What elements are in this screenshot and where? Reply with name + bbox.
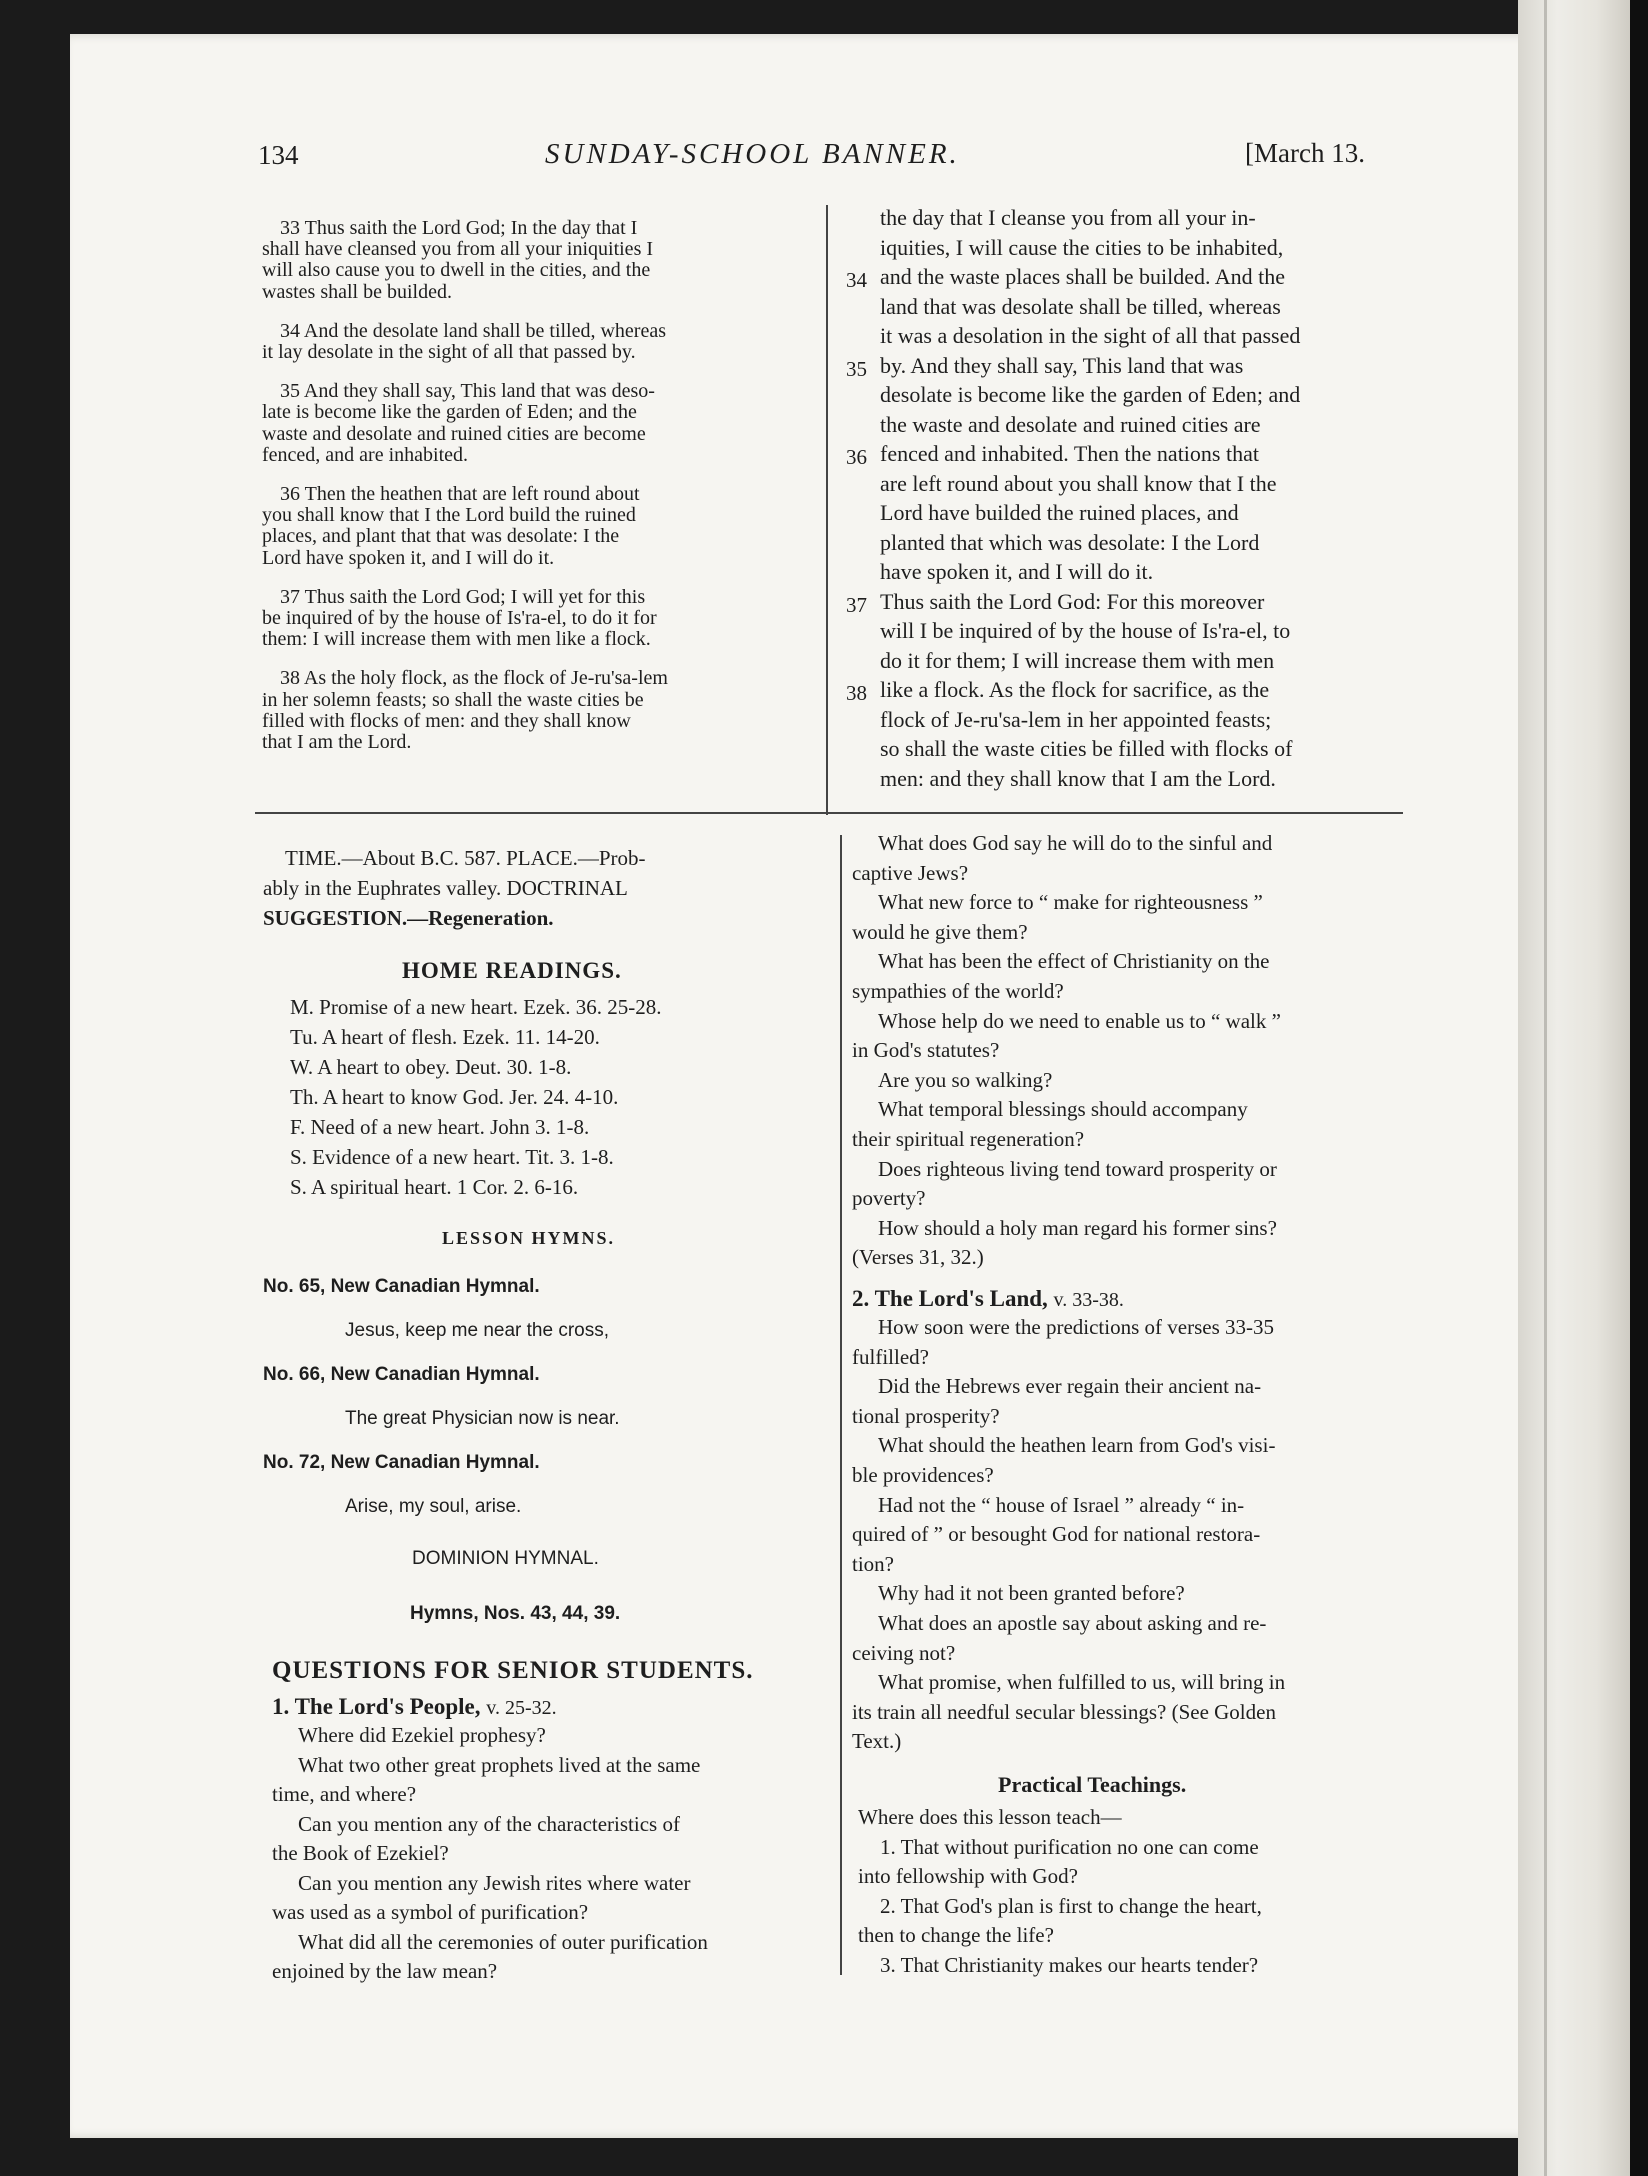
question-line: Where did Ezekiel prophesy? [298, 1723, 546, 1747]
question-line: How soon were the predictions of verses 33-35 [878, 1315, 1274, 1339]
teaching-line: 1. That without purification no one can come [880, 1834, 1259, 1859]
teaching-line: Where does this lesson teach— [858, 1805, 1122, 1829]
hymn-line: Jesus, keep me near the cross, [345, 1320, 610, 1341]
scripture-line: have spoken it, and I will do it. [880, 559, 1154, 584]
question-line: Can you mention any of the characteristics of [298, 1811, 680, 1836]
scripture-line: so shall the waste cities be filled with flocks of [880, 736, 1293, 761]
teaching-line: 3. That Christianity makes our hearts tender? [880, 1953, 1259, 1977]
reading-item: Th. A heart to know God. Jer. 24. 4-10. [290, 1085, 619, 1109]
question-line: their spiritual regeneration? [852, 1127, 1085, 1151]
issue-date: [March 13. [1245, 138, 1365, 168]
scripture-line: will also cause you to dwell in the cities, and the [262, 259, 651, 282]
question-line: What has been the effect of Christianity on the [878, 949, 1270, 974]
teaching-line: 2. That God's plan is first to change the heart, [880, 1893, 1262, 1918]
scripture-line: 36 Then the heathen that are left round about [280, 483, 640, 505]
scripture-line: 37 Thus saith the Lord God; I will yet for this [280, 585, 646, 608]
question-line: How should a holy man regard his former sins? [878, 1215, 1277, 1240]
reading-item: W. A heart to obey. Deut. 30. 1-8. [290, 1055, 572, 1079]
scripture-line: 34 And the desolate land shall be tilled, whereas [280, 319, 667, 342]
question-line: Text.) [852, 1729, 902, 1754]
intro-line: TIME.—About B.C. 587. PLACE.—Prob- [285, 846, 646, 870]
questions-title: QUESTIONS FOR SENIOR STUDENTS. [272, 1657, 754, 1684]
reading-item: S. A spiritual heart. 1 Cor. 2. 6-16. [290, 1175, 579, 1199]
home-readings-title: HOME READINGS. [402, 958, 622, 983]
scripture-line: it was a desolation in the sight of all that passed [880, 323, 1301, 348]
dominion-title: DOMINION HYMNAL. [412, 1548, 599, 1569]
question-line: would he give them? [852, 919, 1028, 944]
scripture-line: that I am the Lord. [262, 731, 412, 753]
question-line: What should the heathen learn from God's visi- [878, 1433, 1276, 1458]
hymn-line: No. 65, New Canadian Hymnal. [263, 1276, 540, 1297]
scripture-line: desolate is become like the garden of Eden; and [880, 382, 1301, 407]
question-line: Had not the “ house of Israel ” already “ in- [878, 1492, 1245, 1517]
question-line: What promise, when fulfilled to us, will bring in [878, 1670, 1286, 1695]
intro-line: ably in the Euphrates valley. DOCTRINAL [263, 876, 628, 900]
question-line: Are you so walking? [878, 1067, 1053, 1092]
scripture-line: them: I will increase them with men like a flock. [262, 628, 651, 651]
column-divider [826, 205, 828, 815]
question-line: tion? [852, 1551, 894, 1576]
reading-item: M. Promise of a new heart. Ezek. 36. 25-28. [290, 995, 662, 1019]
intro-line: SUGGESTION.—Regeneration. [263, 906, 554, 930]
hymn-line: Arise, my soul, arise. [345, 1496, 522, 1517]
question-line: quired of ” or besought God for national restora- [852, 1522, 1261, 1547]
scripture-line: waste and desolate and ruined cities are become [262, 422, 646, 445]
scripture-line: and the waste places shall be builded. And the [880, 264, 1286, 289]
scripture-line: filled with flocks of men: and they shall know [262, 709, 631, 732]
teaching-line: then to change the life? [858, 1923, 1054, 1948]
section1-title: 1. The Lord's People, [272, 1694, 481, 1719]
reading-item: F. Need of a new heart. John 3. 1-8. [290, 1115, 590, 1139]
hymn-line: No. 72, New Canadian Hymnal. [263, 1452, 540, 1473]
scripture-line: men: and they shall know that I am the Lord. [880, 765, 1276, 791]
scan-edge [1630, 0, 1648, 2176]
question-line: What new force to “ make for righteousness ” [878, 890, 1263, 915]
scripture-line: by. And they shall say, This land that was [880, 352, 1244, 378]
dominion-hymns: Hymns, Nos. 43, 44, 39. [410, 1603, 621, 1624]
reading-item: Tu. A heart of flesh. Ezek. 11. 14-20. [290, 1025, 600, 1049]
verse-number: 34 [846, 268, 867, 292]
question-line: What does an apostle say about asking and re- [878, 1611, 1267, 1635]
section2-ref: v. 33-38. [1053, 1289, 1124, 1311]
question-line: time, and where? [272, 1782, 417, 1806]
question-line: ceiving not? [852, 1640, 956, 1665]
question-line: ble providences? [852, 1463, 994, 1487]
question-line: Did the Hebrews ever regain their ancient na- [878, 1374, 1262, 1399]
lesson-hymns-title: LESSON HYMNS. [442, 1228, 616, 1248]
verse-number: 37 [846, 592, 867, 617]
question-line: the Book of Ezekiel? [272, 1841, 449, 1865]
section2-heading [852, 1286, 1124, 1312]
question-line: Whose help do we need to enable us to “ walk ” [878, 1008, 1281, 1033]
scripture-line: be inquired of by the house of Is'ra-el, to do it for [262, 607, 657, 629]
section1-ref: v. 25-32. [486, 1697, 557, 1719]
scripture-line: you shall know that I the Lord build the ruined [262, 504, 636, 527]
question-line: captive Jews? [852, 860, 969, 885]
scripture-line: places, and plant that that was desolate: I the [262, 525, 620, 548]
scripture-line: Lord have builded the ruined places, and [880, 500, 1239, 525]
scripture-line: Lord have spoken it, and I will do it. [262, 546, 555, 569]
question-line: fulfilled? [852, 1344, 929, 1369]
question-line: in God's statutes? [852, 1038, 1000, 1063]
verse-number: 35 [846, 356, 867, 381]
scripture-line: planted that which was desolate: I the Lord [880, 529, 1260, 555]
column-divider-lower [840, 835, 842, 1975]
section2-title: 2. The Lord's Land, [852, 1286, 1048, 1311]
scripture-line: are left round about you shall know that I the [880, 470, 1277, 496]
question-line: What temporal blessings should accompany [878, 1097, 1248, 1122]
scripture-line: flock of Je-ru'sa-lem in her appointed feasts; [880, 706, 1272, 732]
scripture-line: wastes shall be builded. [262, 280, 452, 303]
question-line: Can you mention any Jewish rites where water [298, 1870, 691, 1895]
scripture-line: iquities, I will cause the cities to be inhabited, [880, 234, 1284, 260]
scripture-line: fenced, and are inhabited. [262, 443, 469, 466]
page-gutter [1518, 0, 1630, 2176]
scripture-line: 38 As the holy flock, as the flock of Je-ru'sa-lem [280, 667, 668, 690]
scripture-line: fenced and inhabited. Then the nations that [880, 441, 1259, 466]
scripture-line: like a flock. As the flock for sacrifice, as the [880, 677, 1270, 702]
section-rule [255, 812, 1403, 814]
hymn-line: The great Physician now is near. [345, 1408, 620, 1429]
scripture-line: late is become like the garden of Eden; and the [262, 401, 637, 424]
question-line: poverty? [852, 1186, 926, 1211]
scripture-line: 35 And they shall say, This land that was deso- [280, 380, 655, 403]
question-line: its train all needful secular blessings? (See Golden [852, 1699, 1276, 1724]
question-line: was used as a symbol of purification? [272, 1900, 589, 1924]
scripture-line: shall have cleansed you from all your iniquities I [262, 238, 654, 261]
scripture-line: in her solemn feasts; so shall the waste cities be [262, 688, 644, 711]
question-line: Why had it not been granted before? [878, 1581, 1185, 1606]
question-line: tional prosperity? [852, 1403, 1000, 1428]
hymn-line: No. 66, New Canadian Hymnal. [263, 1364, 540, 1385]
practical-title: Practical Teachings. [998, 1772, 1187, 1797]
scripture-line: 33 Thus saith the Lord God; In the day that I [280, 217, 638, 239]
scripture-line: Thus saith the Lord God: For this moreover [880, 588, 1265, 614]
scripture-line: land that was desolate shall be tilled, whereas [880, 293, 1281, 319]
scripture-line: the waste and desolate and ruined cities are [880, 411, 1261, 437]
scripture-line: the day that I cleanse you from all your in- [880, 205, 1256, 230]
question-line: (Verses 31, 32.) [852, 1245, 984, 1270]
question-line: What does God say he will do to the sinful and [878, 831, 1273, 855]
question-line: What did all the ceremonies of outer purification [298, 1929, 708, 1954]
question-line: Does righteous living tend toward prosperity or [878, 1156, 1277, 1181]
question-line: sympathies of the world? [852, 979, 1064, 1003]
section1-heading [272, 1694, 557, 1720]
reading-item: S. Evidence of a new heart. Tit. 3. 1-8. [290, 1145, 614, 1169]
verse-number: 36 [846, 445, 867, 469]
scripture-line: do it for them; I will increase them with men [880, 647, 1275, 673]
question-line: What two other great prophets lived at the same [298, 1752, 701, 1777]
verse-number: 38 [846, 681, 867, 705]
scripture-line: will I be inquired of by the house of Is'ra-el, to [880, 618, 1291, 643]
page-number: 134 [258, 140, 299, 170]
page-title: SUNDAY-SCHOOL BANNER. [545, 138, 960, 170]
question-line: enjoined by the law mean? [272, 1959, 498, 1983]
scripture-line: it lay desolate in the sight of all that passed by. [262, 341, 636, 363]
teaching-line: into fellowship with God? [858, 1864, 1078, 1889]
